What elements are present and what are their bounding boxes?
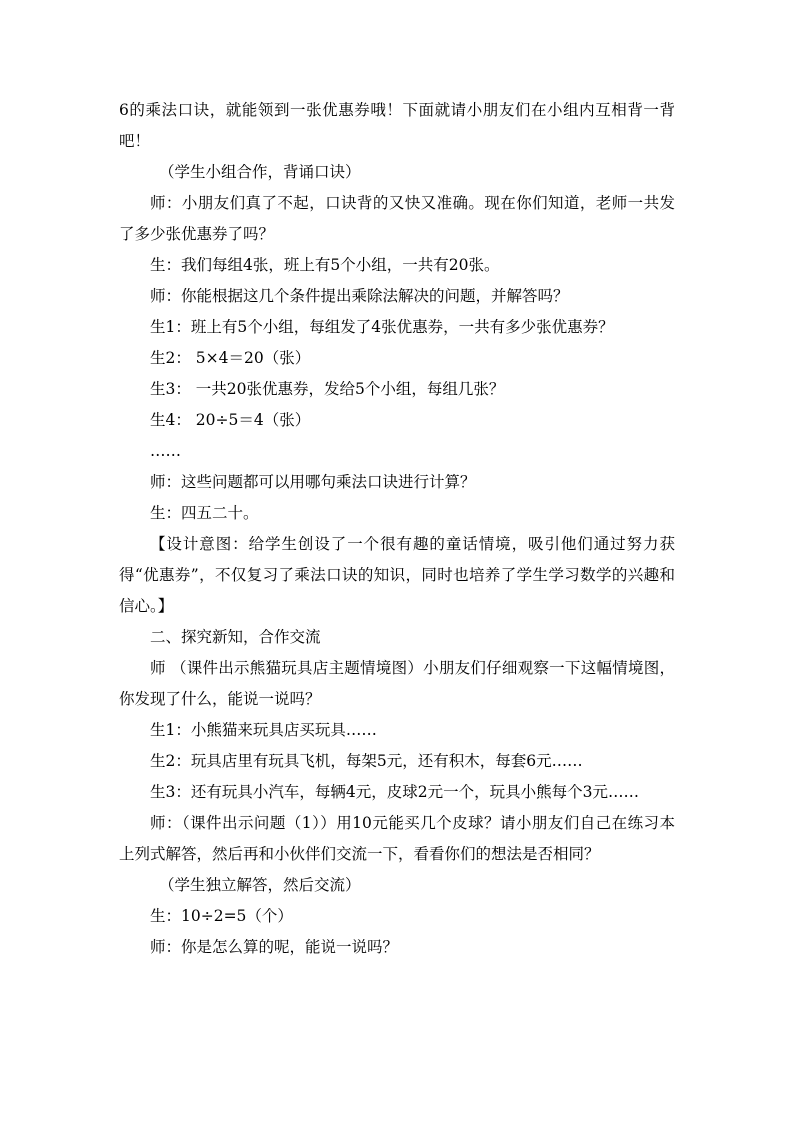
paragraph-teacher: 师：这些问题都可以用哪句乘法口诀进行计算？ [150,473,476,491]
paragraph-note: （学生独立解答，然后交流） [159,876,361,894]
paragraph-student: 生4： 20÷5＝4（张） [150,411,311,429]
paragraph-student: 生3：还有玩具小汽车，每辆4元，皮球2元一个，玩具小熊每个3元…… [150,783,639,801]
paragraph-ellipsis: …… [150,442,181,460]
document-page [119,95,675,963]
paragraph-student: 生：10÷2=5（个） [150,907,293,925]
paragraph-student: 生：四五二十。 [150,504,259,522]
paragraph-continuation: 6的乘法口诀，就能领到一张优惠券哦！下面就请小朋友们在小组内互相背一背吧！ [119,101,675,150]
paragraph-teacher: 师：（课件出示问题（1））用10元能买几个皮球？请小朋友们自己在练习本上列式解答，然后再和小伙伴们交流一下，看看你们的想法是否相同？ [119,814,675,863]
paragraph-note: （学生小组合作，背诵口诀） [159,163,361,181]
paragraph-design-intent: 【设计意图：给学生创设了一个很有趣的童话情境，吸引他们通过努力获得“优惠券”，不仅复习了乘法口诀的知识，同时也培养了学生学习数学的兴趣和信心。】 [119,535,675,615]
paragraph-student: 生2：玩具店里有玩具飞机，每架5元，还有积木，每套6元…… [150,752,583,770]
section-heading: 二、探究新知，合作交流 [150,628,321,646]
paragraph-teacher: 师 （课件出示熊猫玩具店主题情境图）小朋友们仔细观察一下这幅情境图，你发现了什么，能说一说吗？ [119,659,675,708]
paragraph-student: 生1：小熊猫来玩具店买玩具…… [150,721,377,739]
paragraph-student: 生2： 5×4＝20（张） [150,349,311,367]
paragraph-student: 生：我们每组4张，班上有5个小组，一共有20张。 [150,256,500,274]
paragraph-student: 生1：班上有5个小组，每组发了4张优惠券，一共有多少张优惠券？ [150,318,614,336]
paragraph-teacher: 师：小朋友们真了不起，口诀背的又快又准确。现在你们知道，老师一共发了多少张优惠券了吗？ [119,194,675,243]
paragraph-student: 生3： 一共20张优惠券，发给5个小组，每组几张？ [150,380,505,398]
paragraph-teacher: 师：你是怎么算的呢，能说一说吗？ [150,938,399,956]
paragraph-teacher: 师：你能根据这几个条件提出乘除法解决的问题，并解答吗？ [150,287,569,305]
